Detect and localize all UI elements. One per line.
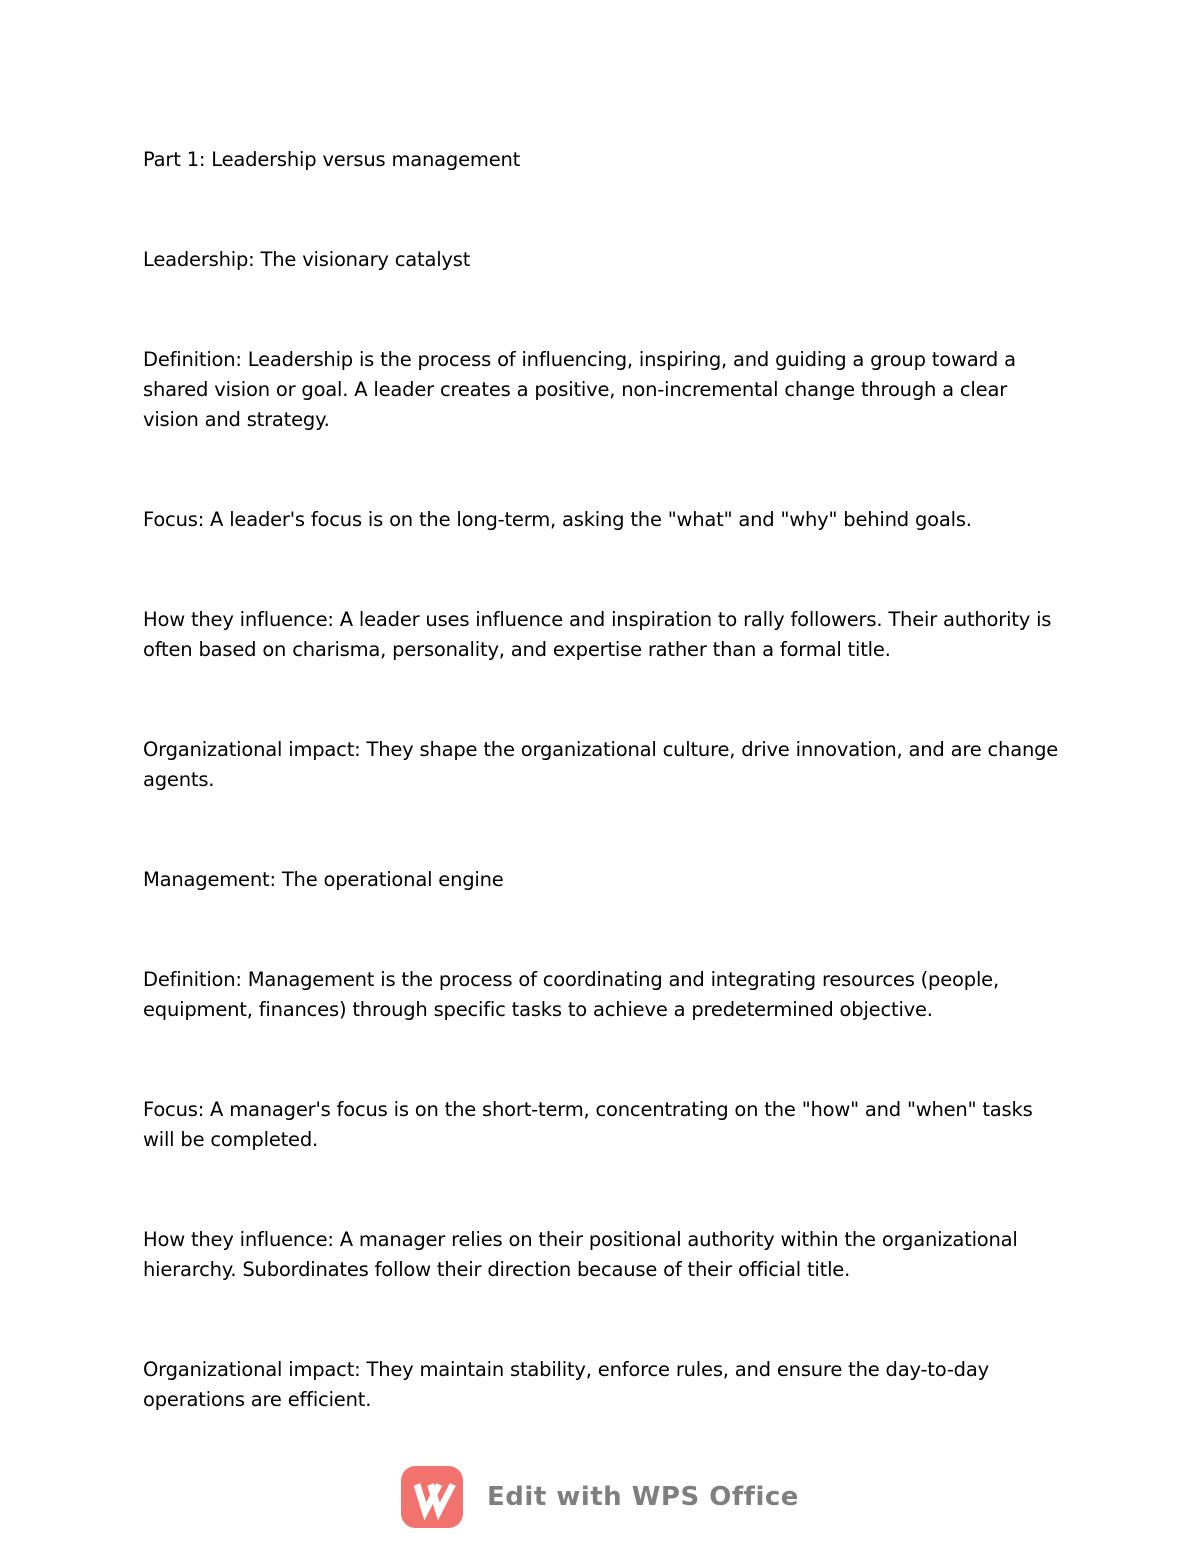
management-focus: Focus: A manager's focus is on the short-term, concentrating on the "how" and "when" tasks will be completed. bbox=[143, 1098, 1033, 1151]
leadership-impact: Organizational impact: They shape the organizational culture, drive innovation, and are change agents. bbox=[143, 738, 1059, 791]
document-body bbox=[143, 145, 1063, 1485]
management-influence: How they influence: A manager relies on their positional authority within the organizational hierarchy. Subordinates follow their direction because of their official title. bbox=[143, 1228, 1018, 1281]
wps-office-logo-icon bbox=[401, 1466, 463, 1528]
leadership-focus: Focus: A leader's focus is on the long-term, asking the "what" and "why" behind goals. bbox=[143, 508, 972, 531]
leadership-influence: How they influence: A leader uses influence and inspiration to rally followers. Their authority is often based on charisma, personality, and expertise rather than a formal title. bbox=[143, 608, 1052, 661]
management-section-heading: Management: The operational engine bbox=[143, 868, 504, 891]
leadership-section-heading: Leadership: The visionary catalyst bbox=[143, 248, 471, 271]
part1-heading: Part 1: Leadership versus management bbox=[143, 148, 521, 171]
management-impact: Organizational impact: They maintain stability, enforce rules, and ensure the day-to-day operations are efficient. bbox=[143, 1358, 989, 1411]
management-definition: Definition: Management is the process of coordinating and integrating resources (people, equipment, finances) through specific tasks to achieve a predetermined objective. bbox=[143, 968, 999, 1021]
watermark-label: Edit with WPS Office bbox=[487, 1482, 799, 1512]
leadership-definition: Definition: Leadership is the process of influencing, inspiring, and guiding a group toward a shared vision or goal. A leader creates a positive, non-incremental change through a clear vision and strategy. bbox=[143, 348, 1016, 431]
wps-watermark-link[interactable] bbox=[0, 1466, 1200, 1528]
